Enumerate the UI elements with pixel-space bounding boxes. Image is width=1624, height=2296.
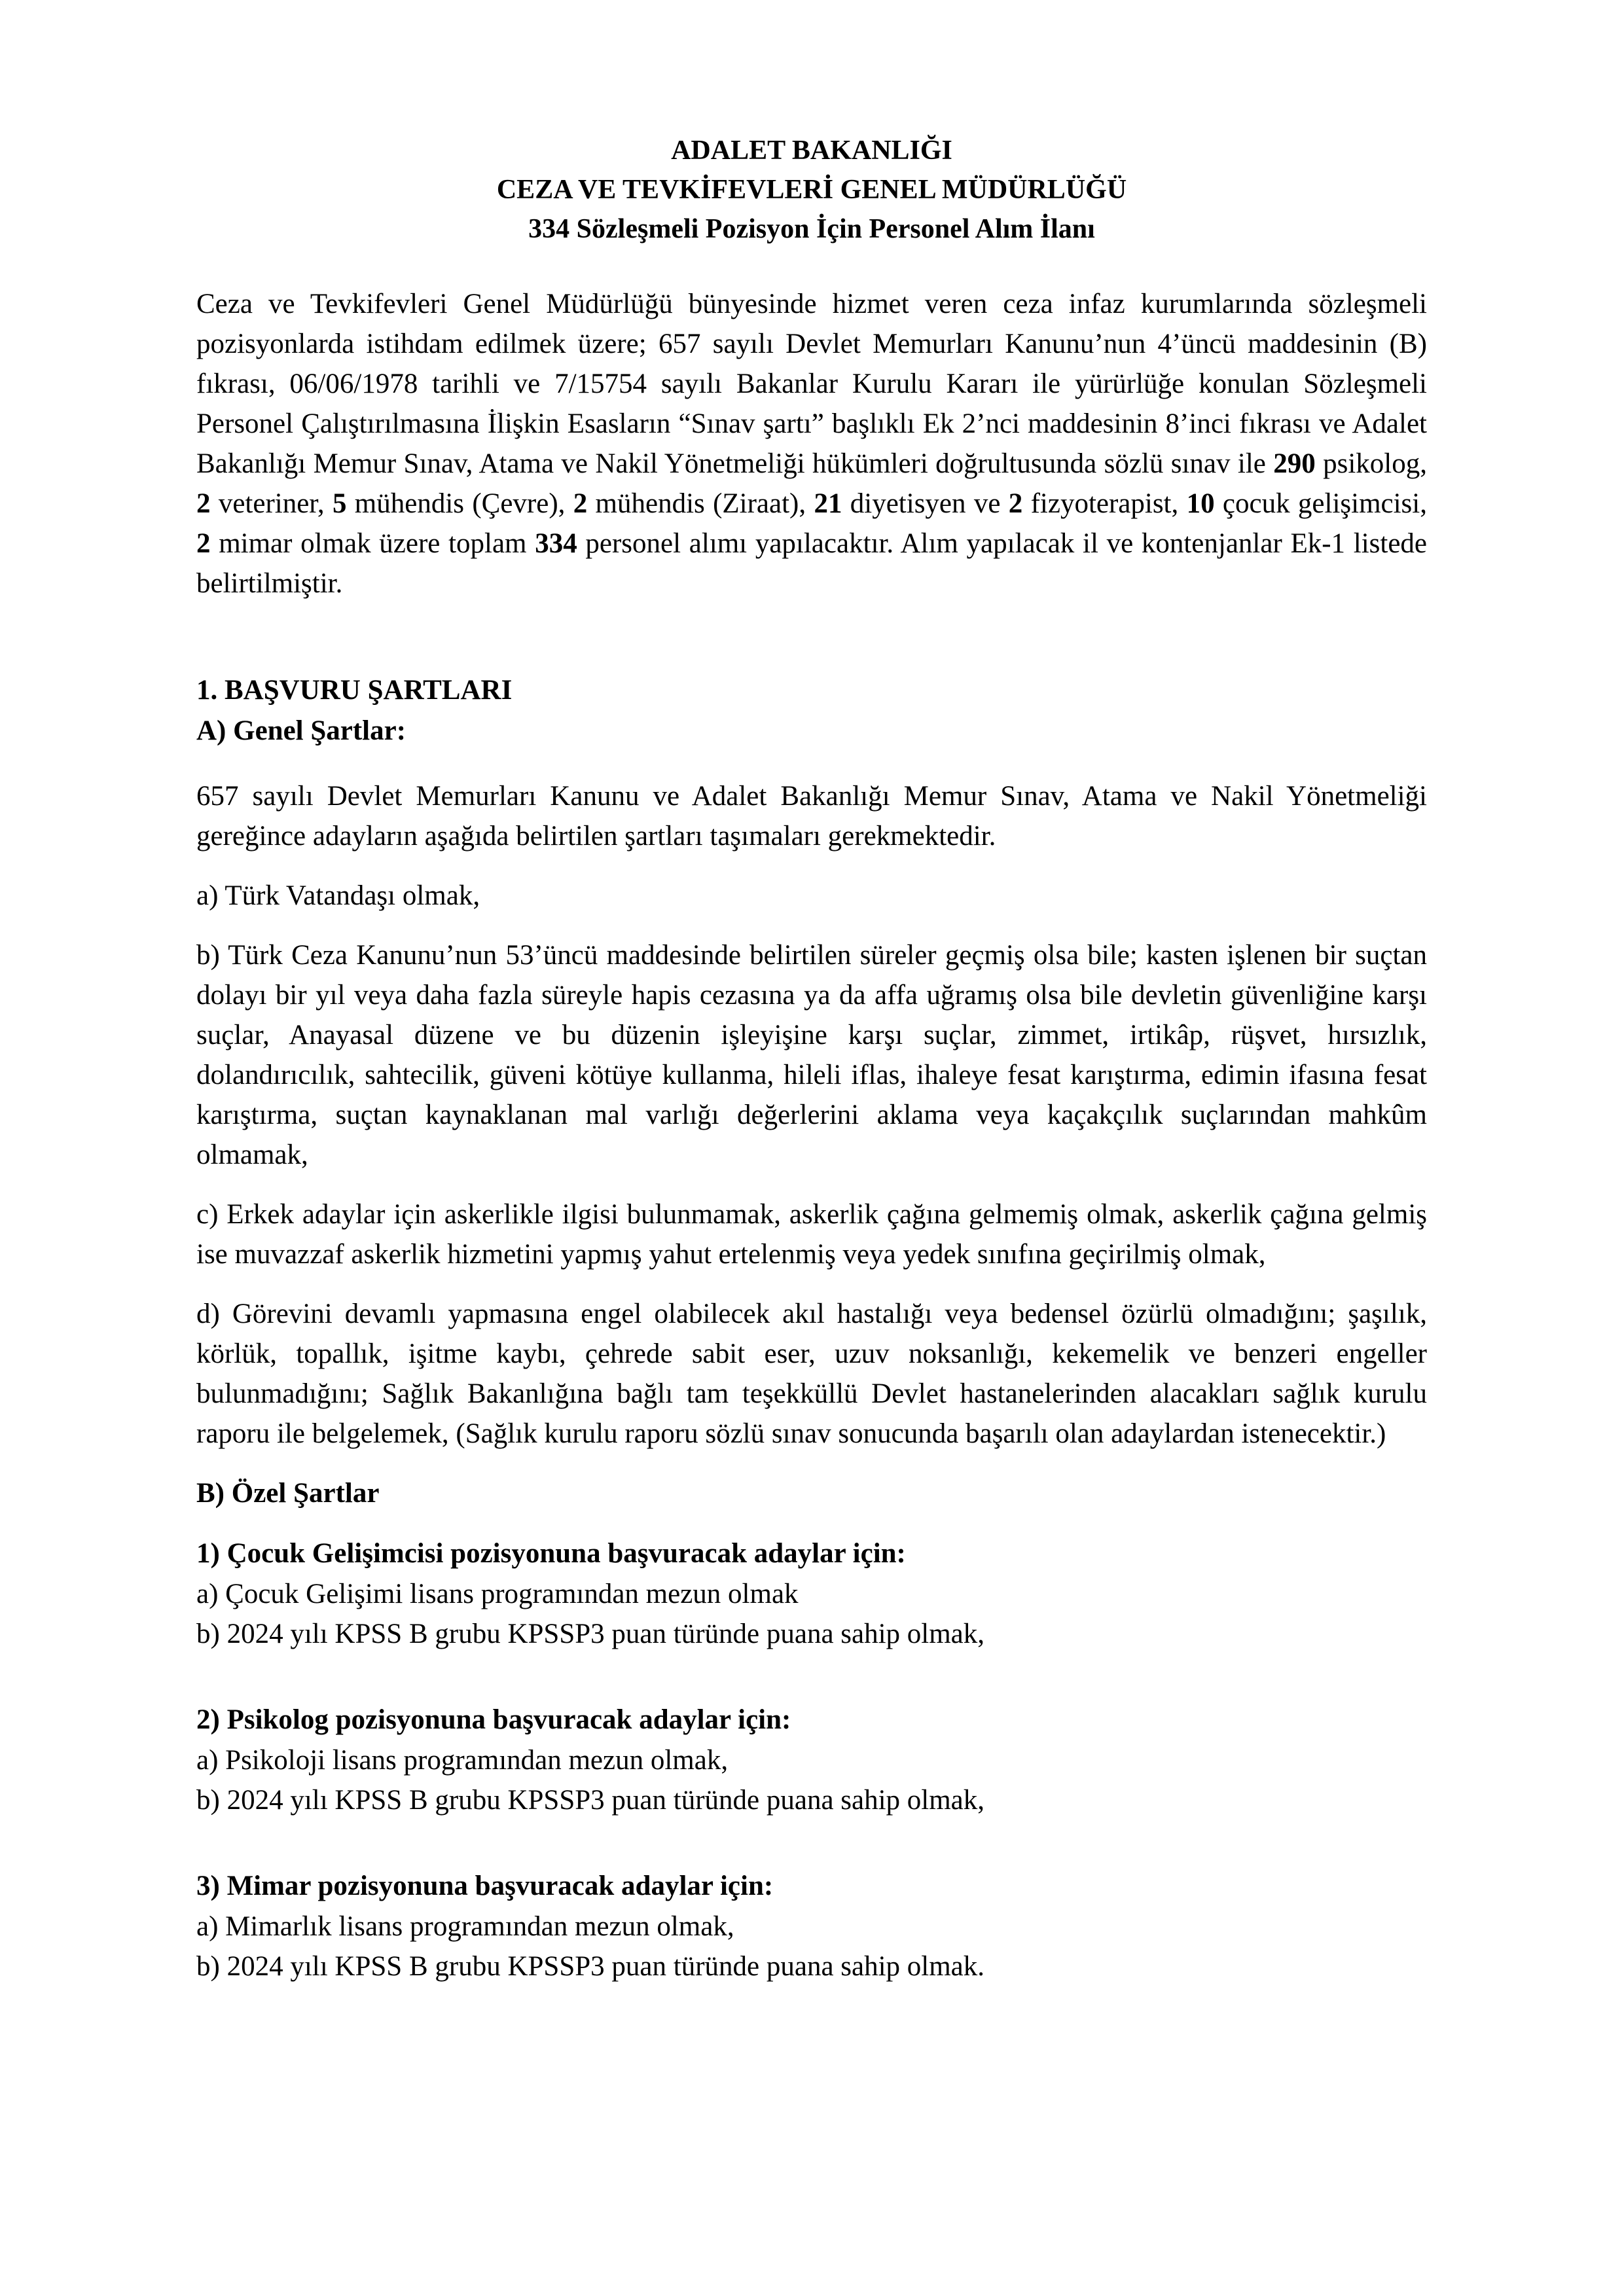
requirement-item-d: d) Görevini devamlı yapmasına engel olabilecek akıl hastalığı veya bedensel özürlü olmadığını; şaşılık, körlük, topallık, işitme kaybı, çehrede sabit eser, uzuv noksanlığı, kekemelik ve benzeri engeller bulunmadığını; Sağlık Bakanlığına bağlı tam teşekküllü Devlet hastanelerinden alacakları sağlık kurulu raporu ile belgelemek, (Sağlık kurulu raporu sözlü sınav sonucunda başarılı olan adaylardan istenecektir.) — [196, 1299, 1427, 1449]
general-requirements-lead: 657 sayılı Devlet Memurları Kanunu ve Adalet Bakanlığı Memur Sınav, Atama ve Nakil Yönetmeliği gereğince adayların aşağıda belirtilen şartları taşımaları gerekmektedir. — [196, 781, 1427, 852]
special-group-title: 3) Mimar pozisyonuna başvuracak adaylar için: — [196, 1871, 774, 1901]
intro-text: mühendis (Ziraat), — [587, 488, 814, 519]
special-group-title: 2) Psikolog pozisyonuna başvuracak adaylar için: — [196, 1704, 791, 1735]
document-content — [196, 131, 1427, 1986]
intro-paragraph — [196, 284, 1427, 603]
special-group-item-a: a) Mimarlık lisans programından mezun olmak, — [196, 1911, 734, 1942]
document-header — [196, 131, 1427, 249]
ministry-title: ADALET BAKANLIĞI — [671, 135, 952, 166]
intro-text: diyetisyen ve — [842, 488, 1009, 519]
count-dietitian: 21 — [814, 488, 842, 519]
count-environmental-engineer: 5 — [332, 488, 347, 519]
count-psychologist: 290 — [1273, 448, 1316, 479]
intro-text: psikolog, — [1315, 448, 1427, 479]
subsection-title-general-requirements: A) Genel Şartlar: — [196, 715, 406, 746]
special-group-title: 1) Çocuk Gelişimcisi pozisyonuna başvuracak adaylar için: — [196, 1538, 906, 1569]
intro-text: veteriner, — [210, 488, 333, 519]
count-physiotherapist: 2 — [1008, 488, 1023, 519]
count-veterinarian: 2 — [196, 488, 211, 519]
count-total: 334 — [535, 528, 577, 559]
intro-text: Ceza ve Tevkifevleri Genel Müdürlüğü bünyesinde hizmet veren ceza infaz kurumlarında sözleşmeli pozisyonlarda istihdam edilmek üzere; 657 sayılı Devlet Memurları Kanunu’nun 4’üncü maddesinin (B) fıkrası, 06/06/1978 tarihli ve 7/15754 sayılı Bakanlar Kurulu Kararı ile yürürlüğe konulan Sözleşmeli Personel Çalıştırılmasına İlişkin Esasların “Sınav şartı” başlıklı Ek 2’nci maddesinin 8’inci fıkrası ve Adalet Bakanlığı Memur Sınav, Atama ve Nakil Yönetmeliği hükümleri doğrultusunda sözlü sınav ile — [196, 289, 1427, 479]
special-group-item-a: a) Çocuk Gelişimi lisans programından mezun olmak — [196, 1579, 799, 1609]
announcement-title: 334 Sözleşmeli Pozisyon İçin Personel Alım İlanı — [528, 214, 1095, 244]
special-group-item-a: a) Psikoloji lisans programından mezun olmak, — [196, 1745, 729, 1776]
intro-text: mimar olmak üzere toplam — [210, 528, 535, 559]
section-title-application-requirements: 1. BAŞVURU ŞARTLARI — [196, 675, 513, 706]
special-group-psychologist — [196, 1700, 1427, 1820]
special-group-architect — [196, 1866, 1427, 1986]
directorate-title: CEZA VE TEVKİFEVLERİ GENEL MÜDÜRLÜĞÜ — [496, 175, 1127, 205]
special-group-item-b: b) 2024 yılı KPSS B grubu KPSSP3 puan türünde puana sahip olmak, — [196, 1619, 985, 1649]
special-group-child-developer — [196, 1534, 1427, 1654]
requirement-item-a: a) Türk Vatandaşı olmak, — [196, 880, 480, 911]
subsection-title-special-requirements: B) Özel Şartlar — [196, 1478, 380, 1509]
intro-text: mühendis (Çevre), — [346, 488, 573, 519]
intro-text: personel alımı yapılacaktır. Alım yapılacak il ve kontenjanlar Ek-1 listede belirtilmiştir. — [196, 528, 1427, 599]
requirement-item-c: c) Erkek adaylar için askerlikle ilgisi bulunmamak, askerlik çağına gelmemiş olmak, askerlik çağına gelmiş ise muvazzaf askerlik hizmetini yapmış yahut ertelenmiş veya yedek sınıfına geçirilmiş olmak, — [196, 1199, 1427, 1270]
special-group-item-b: b) 2024 yılı KPSS B grubu KPSSP3 puan türünde puana sahip olmak, — [196, 1785, 985, 1816]
intro-text: çocuk gelişimcisi, — [1214, 488, 1427, 519]
count-agricultural-engineer: 2 — [573, 488, 588, 519]
special-group-item-b: b) 2024 yılı KPSS B grubu KPSSP3 puan türünde puana sahip olmak. — [196, 1951, 985, 1982]
count-child-developer: 10 — [1186, 488, 1215, 519]
intro-text: fizyoterapist, — [1022, 488, 1187, 519]
count-architect: 2 — [196, 528, 211, 559]
requirement-item-b: b) Türk Ceza Kanunu’nun 53’üncü maddesinde belirtilen süreler geçmiş olsa bile; kasten işlenen bir suçtan dolayı bir yıl veya daha fazla süreyle hapis cezasına ya da affa uğramış olsa bile devletin güvenliğine karşı suçlar, Anayasal düzene ve bu düzenin işleyişine karşı suçlar, zimmet, irtikâp, rüşvet, hırsızlık, dolandırıcılık, sahtecilik, güveni kötüye kullanma, hileli iflas, ihaleye fesat karıştırma, edimin ifasına fesat karıştırma, suçtan kaynaklanan mal varlığı değerlerini aklama veya kaçakçılık suçlarından mahkûm olmamak, — [196, 940, 1427, 1170]
